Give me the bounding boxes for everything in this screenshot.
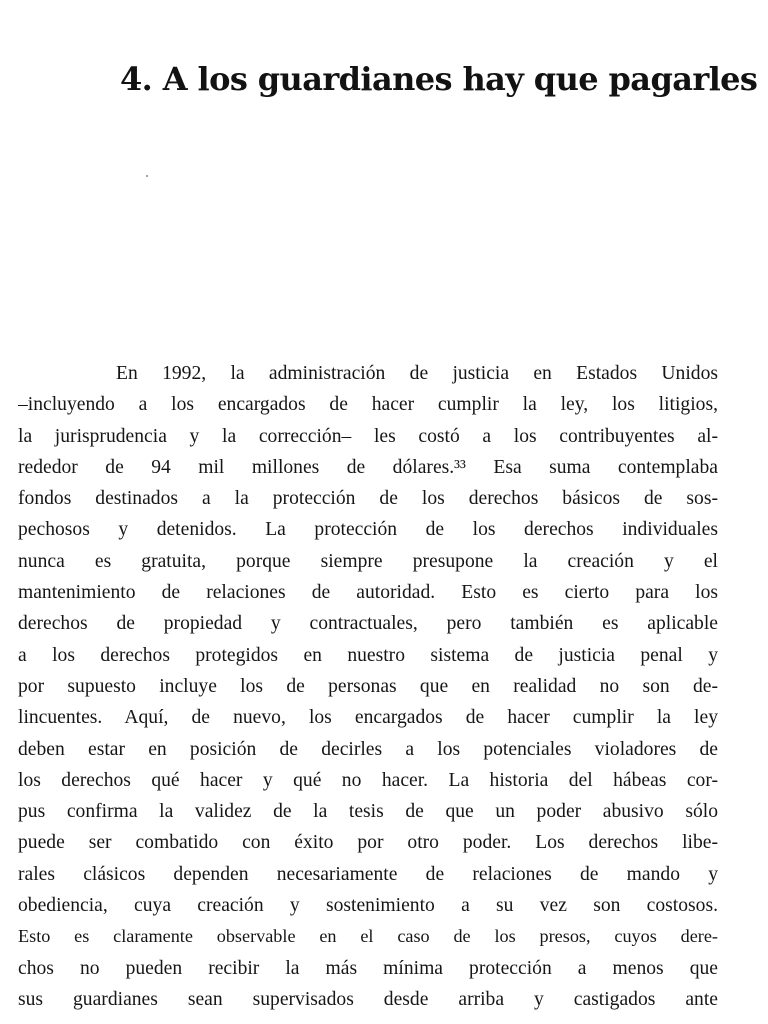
text-line: En 1992, la administración de justicia en Estados Unidos	[116, 363, 718, 384]
text-line: por supuesto incluye los de personas que en realidad no son de-	[18, 675, 718, 697]
text-line: nunca es gratuita, porque siempre presupone la creación y el	[18, 550, 718, 572]
text-line: Esto es claramente observable en el caso de los presos, cuyos dere-	[18, 926, 718, 947]
text-line: pus confirma la validez de la tesis de que un poder abusivo sólo	[18, 801, 718, 823]
text-line: la jurisprudencia y la corrección– les costó a los contribuyentes al-	[18, 425, 718, 447]
print-speck	[146, 175, 148, 177]
text-line: rededor de 94 mil millones de dólares.³³ Esa suma contemplaba	[18, 456, 718, 478]
text-line: pechosos y detenidos. La protección de los derechos individuales	[18, 519, 718, 541]
text-line: rales clásicos dependen necesariamente de relaciones de mando y	[18, 863, 718, 885]
text-line: obediencia, cuya creación y sostenimiento a su vez son costosos.	[18, 895, 718, 917]
text-line: deben estar en posición de decirles a los potenciales violadores de	[18, 738, 718, 760]
text-line: a los derechos protegidos en nuestro sistema de justicia penal y	[18, 644, 718, 666]
text-line: sus guardianes sean supervisados desde arriba y castigados ante	[18, 988, 718, 1010]
text-line: puede ser combatido con éxito por otro poder. Los derechos libe-	[18, 832, 718, 854]
text-line: lincuentes. Aquí, de nuevo, los encargados de hacer cumplir la ley	[18, 707, 718, 729]
body-paragraph	[18, 358, 718, 1015]
text-line: los derechos qué hacer y qué no hacer. La historia del hábeas cor-	[18, 769, 718, 791]
text-line: chos no pueden recibir la más mínima protección a menos que	[18, 957, 718, 979]
chapter-title: 4. A los guardianes hay que pagarles	[120, 60, 758, 98]
text-line: mantenimiento de relaciones de autoridad. Esto es cierto para los	[18, 582, 718, 604]
text-line: –incluyendo a los encargados de hacer cumplir la ley, los litigios,	[18, 394, 718, 416]
text-line: fondos destinados a la protección de los derechos básicos de sos-	[18, 488, 718, 510]
text-line: derechos de propiedad y contractuales, pero también es aplicable	[18, 613, 718, 635]
